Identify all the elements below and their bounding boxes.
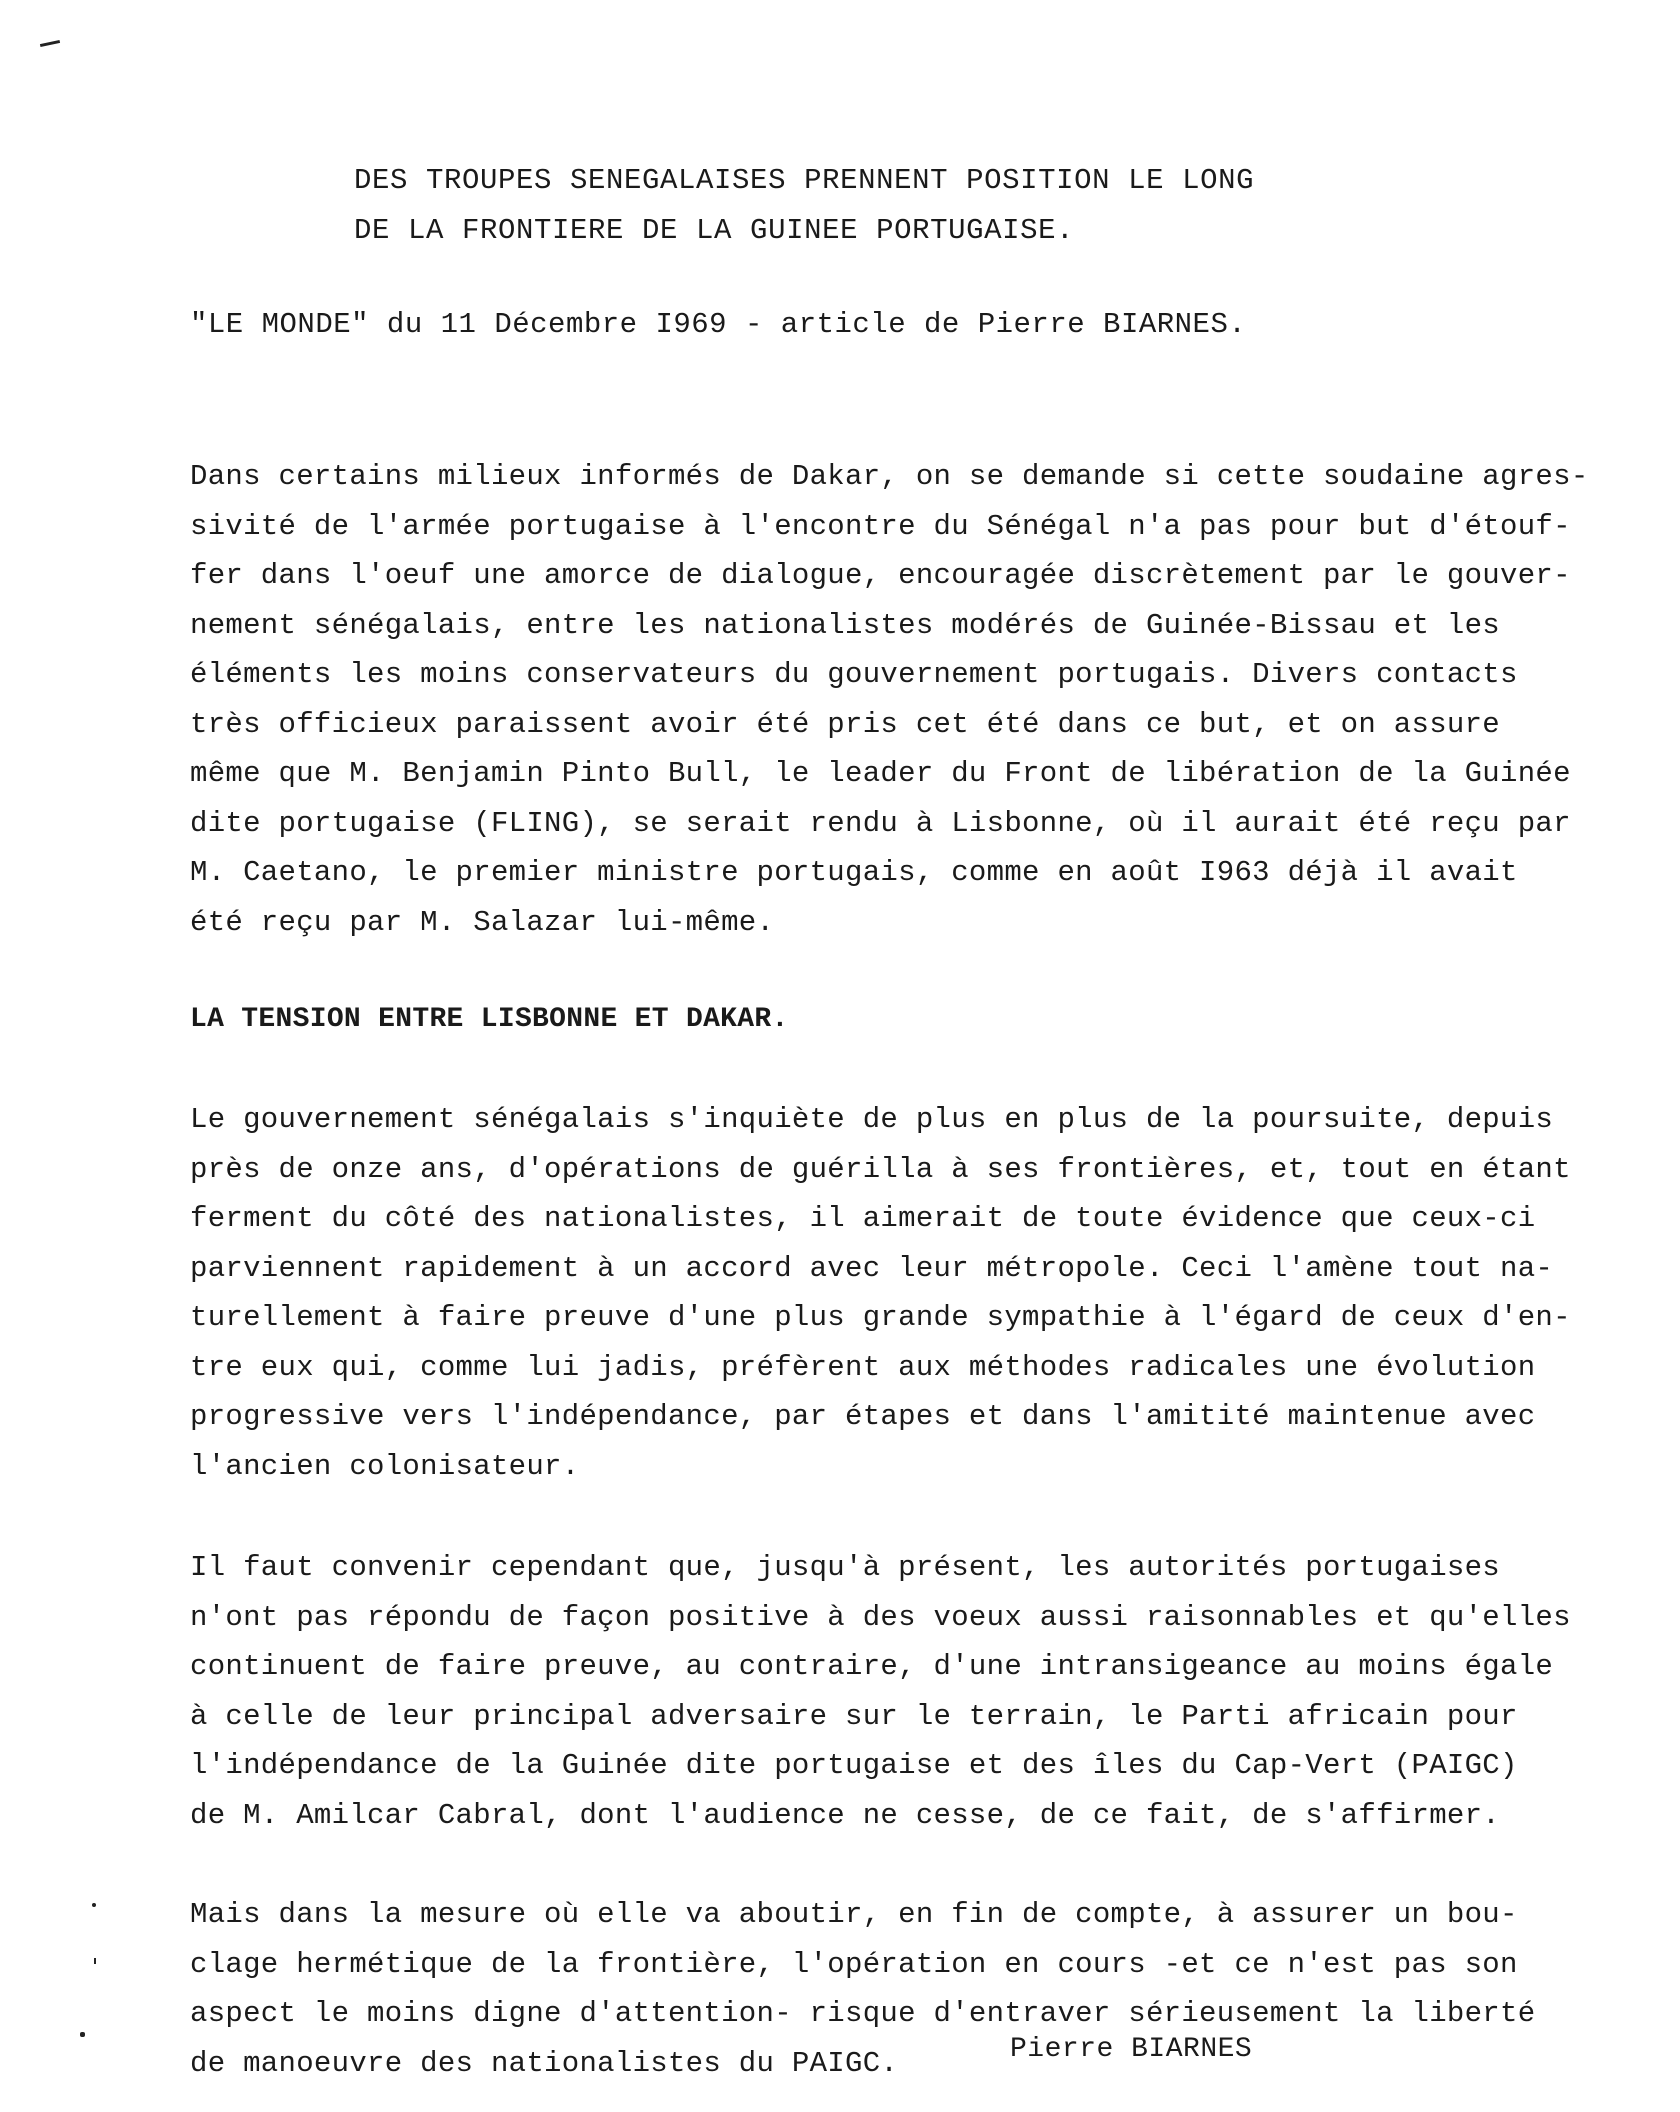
paragraph-line: aspect le moins digne d'attention- risque d'entraver sérieusement la liberté (190, 1997, 1536, 2030)
paragraph-line: été reçu par M. Salazar lui-même. (190, 905, 775, 939)
title-line-2: DE LA FRONTIERE DE LA GUINEE PORTUGAISE. (354, 214, 1075, 247)
paragraph-line: l'ancien colonisateur. (190, 1449, 580, 1483)
paragraph-line: nement sénégalais, entre les nationalistes modérés de Guinée-Bissau et les (190, 608, 1501, 642)
paragraph-line: n'ont pas répondu de façon positive à des voeux aussi raisonnables et qu'elles (190, 1600, 1571, 1634)
signature: Pierre BIARNES (1010, 2034, 1253, 2065)
article-source: "LE MONDE" du 11 Décembre I969 - article de Pierre BIARNES. (190, 308, 1247, 341)
paragraph-3 (190, 1543, 1650, 1840)
paragraph-line: Le gouvernement sénégalais s'inquiète de plus en plus de la poursuite, depuis (190, 1103, 1554, 1136)
section-heading: LA TENSION ENTRE LISBONNE ET DAKAR. (190, 1004, 789, 1035)
paragraph-line: Il faut convenir cependant que, jusqu'à présent, les autorités portugaises (190, 1551, 1501, 1584)
ink-mark (40, 40, 60, 47)
paragraph-line: clage hermétique de la frontière, l'opération en cours -et ce n'est pas son (190, 1947, 1518, 1981)
paragraph-line: fer dans l'oeuf une amorce de dialogue, encouragée discrètement par le gouver- (190, 559, 1571, 592)
paragraph-4 (190, 1890, 1650, 2088)
ink-mark (80, 2032, 85, 2037)
paragraph-line: de manoeuvre des nationalistes du PAIGC. (190, 2046, 899, 2080)
paragraph-2 (190, 1095, 1650, 1491)
paragraph-1 (190, 452, 1650, 947)
ink-mark (94, 1958, 96, 1964)
paragraph-line: Dans certains milieux informés de Dakar, on se demande si cette soudaine agres- (190, 460, 1589, 493)
paragraph-line: Mais dans la mesure où elle va aboutir, en fin de compte, à assurer un bou- (190, 1898, 1518, 1931)
title-line-1: DES TROUPES SENEGALAISES PRENNENT POSITION LE LONG (354, 164, 1255, 197)
paragraph-line: près de onze ans, d'opérations de guérilla à ses frontières, et, tout en étant (190, 1152, 1571, 1186)
paragraph-line: ferment du côté des nationalistes, il aimerait de toute évidence que ceux-ci (190, 1202, 1536, 1235)
paragraph-line: très officieux paraissent avoir été pris cet été dans ce but, et on assure (190, 707, 1501, 741)
paragraph-line: progressive vers l'indépendance, par étapes et dans l'amitité maintenue avec (190, 1400, 1536, 1433)
paragraph-line: à celle de leur principal adversaire sur le terrain, le Parti africain pour (190, 1699, 1518, 1733)
paragraph-line: éléments les moins conservateurs du gouvernement portugais. Divers contacts (190, 658, 1518, 691)
ink-mark (92, 1903, 96, 1907)
paragraph-line: turellement à faire preuve d'une plus grande sympathie à l'égard de ceux d'en- (190, 1301, 1571, 1334)
paragraph-line: de M. Amilcar Cabral, dont l'audience ne cesse, de ce fait, de s'affirmer. (190, 1798, 1501, 1832)
paragraph-line: même que M. Benjamin Pinto Bull, le leader du Front de libération de la Guinée (190, 757, 1571, 790)
paragraph-line: tre eux qui, comme lui jadis, préfèrent aux méthodes radicales une évolution (190, 1350, 1536, 1384)
paragraph-line: l'indépendance de la Guinée dite portugaise et des îles du Cap-Vert (PAIGC) (190, 1749, 1518, 1782)
paragraph-line: dite portugaise (FLING), se serait rendu à Lisbonne, où il aurait été reçu par (190, 806, 1571, 840)
paragraph-line: parviennent rapidement à un accord avec leur métropole. Ceci l'amène tout na- (190, 1251, 1554, 1285)
paragraph-line: continuent de faire preuve, au contraire, d'une intransigeance au moins égale (190, 1650, 1554, 1683)
document-title (354, 156, 1254, 256)
paragraph-line: M. Caetano, le premier ministre portugais, comme en août I963 déjà il avait (190, 856, 1518, 889)
paragraph-line: sivité de l'armée portugaise à l'encontre du Sénégal n'a pas pour but d'étouf- (190, 509, 1571, 543)
